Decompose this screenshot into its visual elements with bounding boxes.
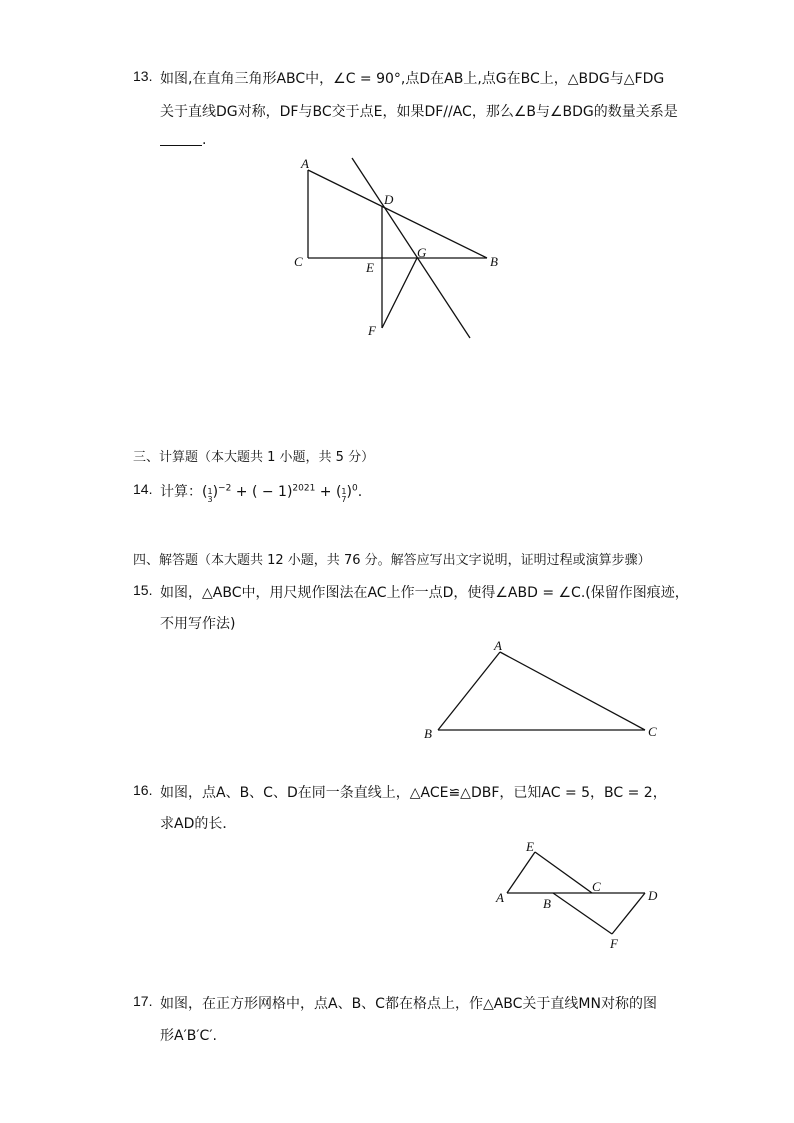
fraction-1-3: 1 3	[207, 487, 213, 504]
segment-FG	[382, 258, 417, 328]
label-C: C	[648, 724, 657, 739]
label-D: D	[648, 888, 658, 903]
segment-AB	[438, 652, 500, 730]
question-17-text-line2: 形A′B′C′.	[160, 1028, 217, 1044]
question-14-number: 14.	[133, 481, 153, 497]
label-G: G	[417, 245, 427, 260]
question-16-text-line2: 求AD的长．	[160, 816, 237, 832]
segment-FD	[612, 893, 645, 934]
expr-prefix: 计算：(	[160, 484, 208, 500]
label-E: E	[526, 839, 534, 854]
label-D: D	[384, 192, 394, 207]
segment-AB	[308, 170, 487, 258]
question-13-text-line2: 关于直线DG对称，DF与BC交于点E，如果DF//AC，那么∠B与∠BDG的数量关系是	[160, 104, 678, 120]
label-B: B	[424, 726, 432, 741]
label-C: C	[294, 254, 303, 269]
section-3-heading: 三、计算题（本大题共 1 小题，共 5 分）	[133, 450, 375, 465]
question-15-figure	[424, 638, 657, 741]
exponent-neg2: −2	[218, 483, 232, 494]
label-B: B	[543, 896, 551, 911]
label-A: A	[494, 638, 502, 653]
expr-neg-one: + ( − 1)	[231, 484, 293, 500]
exponent-0: 0	[351, 483, 358, 494]
label-E: E	[366, 260, 374, 275]
question-13-text-line1: 如图,在直角三角形ABC中，∠C = 90°,点D在AB上,点G在BC上，△BDG与△FDG	[160, 71, 665, 87]
question-14-expression: 计算：( 1 3 )$^{-2}$ + ( − 1)$^{2021}$ + ( 1 7 )$^0$.	[160, 483, 363, 504]
label-F: F	[610, 936, 618, 951]
expr-plus: + (	[315, 484, 342, 500]
expr-end: .	[357, 484, 363, 500]
section-4-heading: 四、解答题（本大题共 12 小题，共 76 分。解答应写出文字说明，证明过程或演算步骤）	[133, 553, 651, 568]
segment-BF	[553, 893, 612, 934]
fraction-1-7: 1 7	[341, 487, 347, 504]
question-17-text-line1: 如图，在正方形网格中，点A、B、C都在格点上，作△ABC关于直线MN对称的图	[160, 996, 657, 1012]
question-16-text-line1: 如图，点A、B、C、D在同一条直线上，△ACE≌△DBF，已知AC = 5，BC = 2，	[160, 785, 667, 801]
segment-AE	[507, 852, 535, 893]
question-13-number: 13.	[133, 68, 153, 84]
segment-AC	[500, 652, 645, 730]
question-15-number: 15.	[133, 582, 153, 598]
question-16-number: 16.	[133, 782, 153, 798]
question-15-text-line1: 如图，△ABC中，用尺规作图法在AC上作一点D，使得∠ABD = ∠C.(保留作图痕迹，	[160, 585, 689, 601]
question-17-number: 17.	[133, 993, 153, 1009]
label-A: A	[301, 156, 309, 171]
question-13-period: .	[202, 132, 207, 148]
question-16-figure	[495, 839, 658, 951]
label-A: A	[496, 890, 504, 905]
question-15-text-line2: 不用写作法)	[160, 616, 236, 632]
segment-EC	[535, 852, 592, 893]
label-F: F	[368, 323, 376, 338]
exponent-2021: 2021	[292, 483, 316, 494]
label-B: B	[490, 254, 498, 269]
label-C: C	[592, 879, 601, 894]
line-DG	[352, 158, 470, 338]
